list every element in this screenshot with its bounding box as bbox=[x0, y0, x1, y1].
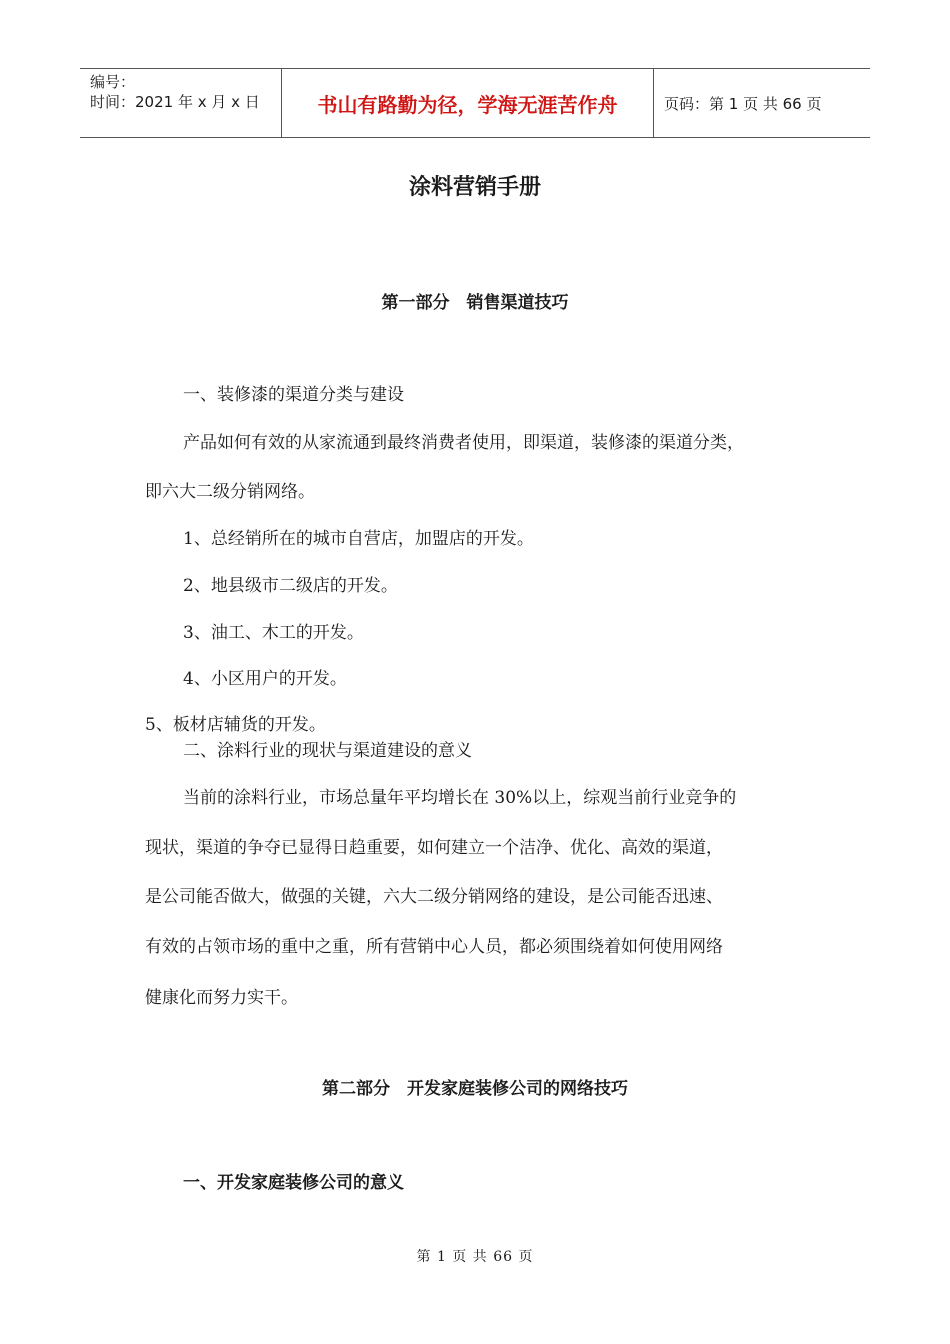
number-label: 编号： bbox=[90, 73, 136, 91]
header-table bbox=[80, 68, 870, 138]
part1-heading: 第一部分 销售渠道技巧 bbox=[381, 293, 569, 313]
part1-paragraph-2-line: 健康化而努力实干。 bbox=[145, 988, 298, 1008]
header-meta-cell bbox=[80, 69, 282, 137]
part1-paragraph-2-line: 是公司能否做大，做强的关键，六大二级分销网络的建设，是公司能否迅速、 bbox=[145, 887, 723, 907]
header-page-cell bbox=[654, 69, 870, 137]
part2-subheading-1: 一、开发家庭装修公司的意义 bbox=[183, 1173, 404, 1193]
part1-subheading-1: 一、装修漆的渠道分类与建设 bbox=[183, 385, 404, 405]
list-item: 3、油工、木工的开发。 bbox=[183, 623, 364, 643]
page-label: 页码：第 1 页 共 66 页 bbox=[664, 94, 822, 113]
list-item: 2、地县级市二级店的开发。 bbox=[183, 576, 398, 596]
part1-paragraph-2-line: 现状，渠道的争夺已显得日趋重要，如何建立一个洁净、优化、高效的渠道， bbox=[145, 838, 723, 858]
date-label: 时间：2021 年 x 月 x 日 bbox=[90, 93, 260, 111]
list-item: 1、总经销所在的城市自营店，加盟店的开发。 bbox=[183, 529, 534, 549]
list-item: 5、板材店辅货的开发。 bbox=[145, 715, 326, 735]
document-title: 涂料营销手册 bbox=[408, 175, 541, 200]
header-motto-cell bbox=[282, 69, 654, 137]
part1-paragraph-1-line-1: 产品如何有效的从家流通到最终消费者使用，即渠道，装修漆的渠道分类， bbox=[183, 433, 744, 453]
page-footer: 第 1 页 共 66 页 bbox=[416, 1249, 534, 1265]
list-item: 4、小区用户的开发。 bbox=[183, 669, 347, 689]
part1-subheading-2: 二、涂料行业的现状与渠道建设的意义 bbox=[183, 741, 472, 761]
part1-paragraph-2-line: 有效的占领市场的重中之重，所有营销中心人员，都必须围绕着如何使用网络 bbox=[145, 937, 723, 957]
part1-paragraph-1-line-2: 即六大二级分销网络。 bbox=[145, 482, 315, 502]
part2-heading: 第二部分 开发家庭装修公司的网络技巧 bbox=[322, 1079, 628, 1099]
part1-paragraph-2-line: 当前的涂料行业，市场总量年平均增长在 30%以上，综观当前行业竞争的 bbox=[183, 788, 737, 808]
motto-text: 书山有路勤为径，学海无涯苦作舟 bbox=[317, 92, 618, 117]
